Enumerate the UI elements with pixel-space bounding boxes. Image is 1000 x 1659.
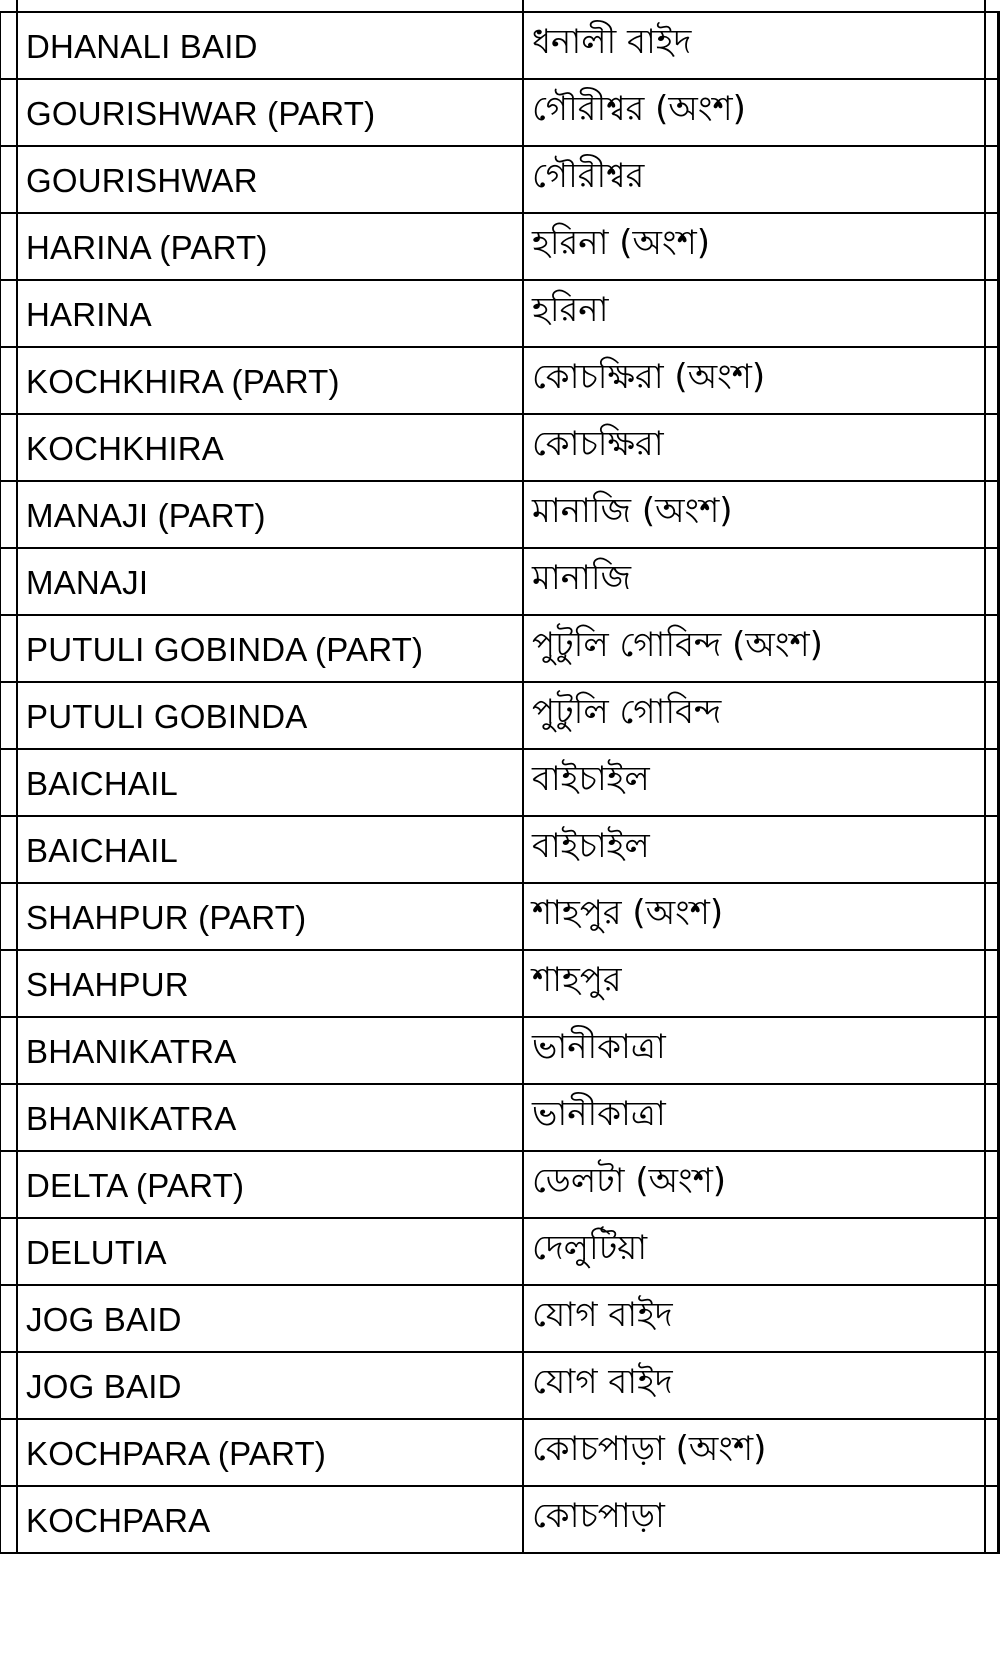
bengali-name-cell: কোচক্ষিরা (অংশ) xyxy=(524,348,986,413)
bengali-name-cell: হরিনা (অংশ) xyxy=(524,214,986,279)
table-row xyxy=(0,78,1000,145)
table-row xyxy=(0,1150,1000,1217)
english-name-cell: DHANALI BAID xyxy=(16,13,524,78)
table-row xyxy=(0,346,1000,413)
table-row xyxy=(0,882,1000,949)
left-edge-line xyxy=(0,13,1,78)
bengali-name-cell: মানাজি (অংশ) xyxy=(524,482,986,547)
table-row xyxy=(0,1016,1000,1083)
table-row xyxy=(0,1418,1000,1485)
english-name-cell: KOCHPARA (PART) xyxy=(16,1420,524,1485)
english-name-cell: KOCHKHIRA (PART) xyxy=(16,348,524,413)
english-name-cell: MANAJI (PART) xyxy=(16,482,524,547)
bengali-name-cell: গৌরীশ্বর (অংশ) xyxy=(524,80,986,145)
table-row xyxy=(0,748,1000,815)
bengali-name-cell: ভানীকাত্রা xyxy=(524,1085,986,1150)
bengali-name-cell: বাইচাইল xyxy=(524,750,986,815)
left-edge-line xyxy=(0,281,1,346)
english-name-cell: DELUTIA xyxy=(16,1219,524,1284)
bengali-name-cell: ডেলটা (অংশ) xyxy=(524,1152,986,1217)
place-name-table xyxy=(0,11,1000,1554)
table-row xyxy=(0,413,1000,480)
table-row xyxy=(0,480,1000,547)
english-name-cell: DELTA (PART) xyxy=(16,1152,524,1217)
english-name-cell: JOG BAID xyxy=(16,1353,524,1418)
left-edge-line xyxy=(0,750,1,815)
table-row xyxy=(0,815,1000,882)
bengali-name-cell: কোচপাড়া (অংশ) xyxy=(524,1420,986,1485)
bengali-name-cell: ভানীকাত্রা xyxy=(524,1018,986,1083)
english-name-cell: KOCHPARA xyxy=(16,1487,524,1552)
bengali-name-cell: কোচপাড়া xyxy=(524,1487,986,1552)
table-row xyxy=(0,949,1000,1016)
left-edge-line xyxy=(0,616,1,681)
table-row xyxy=(0,145,1000,212)
left-edge-line xyxy=(0,1018,1,1083)
table-row xyxy=(0,1284,1000,1351)
bengali-name-cell: শাহপুর xyxy=(524,951,986,1016)
left-edge-line xyxy=(0,1487,1,1552)
left-edge-line xyxy=(0,147,1,212)
bengali-name-cell: যোগ বাইদ xyxy=(524,1286,986,1351)
bengali-name-cell: গৌরীশ্বর xyxy=(524,147,986,212)
table-row xyxy=(0,614,1000,681)
left-edge-line xyxy=(0,415,1,480)
left-edge-line xyxy=(0,1219,1,1284)
bengali-name-cell: বাইচাইল xyxy=(524,817,986,882)
left-edge-line xyxy=(0,80,1,145)
table-row xyxy=(0,1351,1000,1418)
left-edge-line xyxy=(0,214,1,279)
table-row xyxy=(0,212,1000,279)
english-name-cell: MANAJI xyxy=(16,549,524,614)
bengali-name-cell: মানাজি xyxy=(524,549,986,614)
left-edge-line xyxy=(0,348,1,413)
english-name-cell: BHANIKATRA xyxy=(16,1085,524,1150)
english-name-cell: GOURISHWAR (PART) xyxy=(16,80,524,145)
english-name-cell: BAICHAIL xyxy=(16,750,524,815)
english-name-cell: BHANIKATRA xyxy=(16,1018,524,1083)
left-edge-line xyxy=(0,951,1,1016)
left-edge-line xyxy=(0,1286,1,1351)
table-row xyxy=(0,547,1000,614)
bengali-name-cell: শাহপুর (অংশ) xyxy=(524,884,986,949)
left-edge-line xyxy=(0,683,1,748)
left-edge-line xyxy=(0,482,1,547)
table-row xyxy=(0,681,1000,748)
english-name-cell: BAICHAIL xyxy=(16,817,524,882)
english-name-cell: PUTULI GOBINDA xyxy=(16,683,524,748)
left-edge-line xyxy=(0,817,1,882)
english-name-cell: SHAHPUR xyxy=(16,951,524,1016)
english-name-cell: KOCHKHIRA xyxy=(16,415,524,480)
table-row xyxy=(0,279,1000,346)
english-name-cell: GOURISHWAR xyxy=(16,147,524,212)
english-name-cell: HARINA xyxy=(16,281,524,346)
bengali-name-cell: দেলুটিয়া xyxy=(524,1219,986,1284)
bengali-name-cell: যোগ বাইদ xyxy=(524,1353,986,1418)
left-edge-line xyxy=(0,549,1,614)
bengali-name-cell: ধনালী বাইদ xyxy=(524,13,986,78)
english-name-cell: PUTULI GOBINDA (PART) xyxy=(16,616,524,681)
bengali-name-cell: পুটুলি গোবিন্দ (অংশ) xyxy=(524,616,986,681)
left-edge-line xyxy=(0,1152,1,1217)
english-name-cell: HARINA (PART) xyxy=(16,214,524,279)
english-name-cell: SHAHPUR (PART) xyxy=(16,884,524,949)
left-edge-line xyxy=(0,1420,1,1485)
table-row xyxy=(0,1083,1000,1150)
bengali-name-cell: পুটুলি গোবিন্দ xyxy=(524,683,986,748)
english-name-cell: JOG BAID xyxy=(16,1286,524,1351)
left-edge-line xyxy=(0,884,1,949)
bengali-name-cell: কোচক্ষিরা xyxy=(524,415,986,480)
table-row xyxy=(0,1217,1000,1284)
table-row xyxy=(0,1485,1000,1554)
table-row xyxy=(0,11,1000,78)
left-edge-line xyxy=(0,1085,1,1150)
left-edge-line xyxy=(0,1353,1,1418)
bengali-name-cell: হরিনা xyxy=(524,281,986,346)
